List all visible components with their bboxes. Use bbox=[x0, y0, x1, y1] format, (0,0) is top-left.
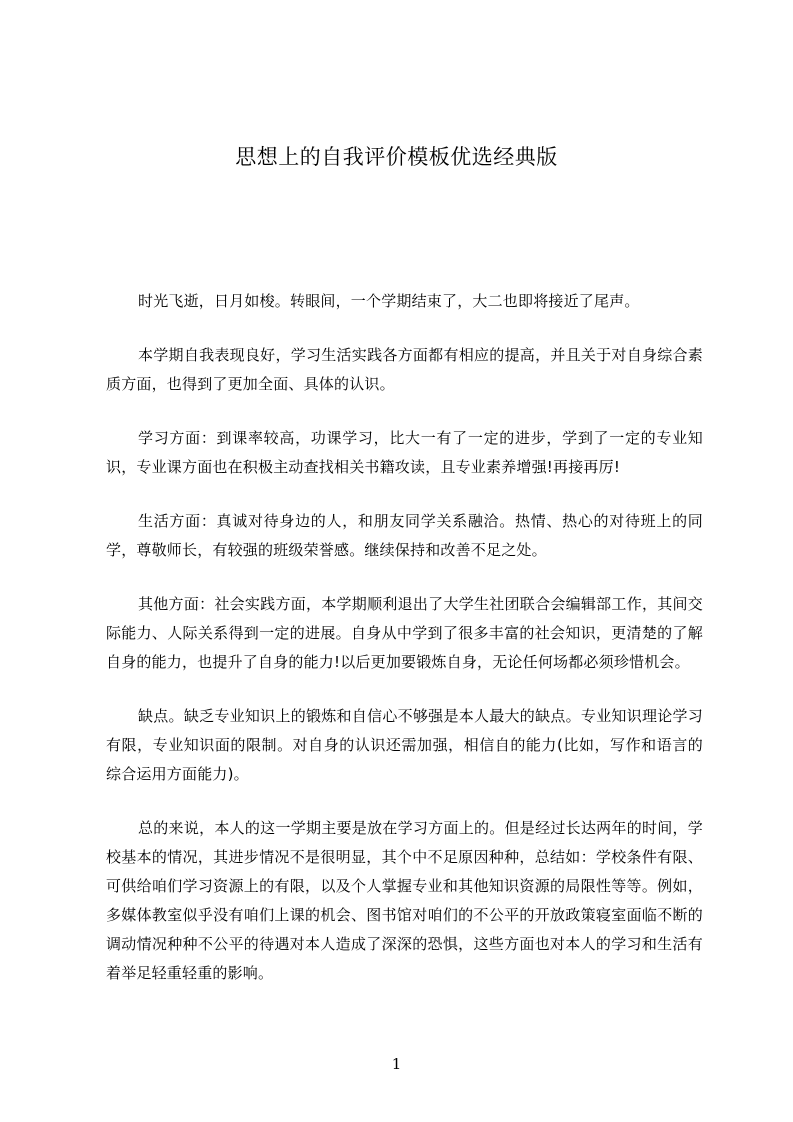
document-body bbox=[106, 287, 703, 1013]
paragraph-shortcomings: 缺点。缺乏专业知识上的锻炼和自信心不够强是本人最大的缺点。专业知识理论学习有限，专业知识面的限制。对自身的认识还需加强，相信自的能力(比如，写作和语言的综合运用方面能力)。 bbox=[106, 707, 703, 783]
paragraph-intro: 时光飞逝，日月如梭。转眼间，一个学期结束了，大二也即将接近了尾声。 bbox=[138, 292, 640, 310]
paragraph-study: 学习方面：到课率较高，功课学习，比大一有了一定的进步，学到了一定的专业知识，专业课方面也在积极主动查找相关书籍攻读，且专业素养增强!再接再厉! bbox=[106, 429, 703, 476]
paragraph-overall-performance: 本学期自我表现良好，学习生活实践各方面都有相应的提高，并且关于对自身综合素质方面，也得到了更加全面、具体的认识。 bbox=[106, 346, 703, 393]
document-title: 思想上的自我评价模板优选经典版 bbox=[235, 145, 558, 169]
page-number: 1 bbox=[391, 1055, 402, 1073]
paragraph-life: 生活方面：真诚对待身边的人，和朋友同学关系融洽。热情、热心的对待班上的同学，尊敬师长，有较强的班级荣誉感。继续保持和改善不足之处。 bbox=[106, 512, 703, 559]
paragraph-other: 其他方面：社会实践方面，本学期顺利退出了大学生社团联合会编辑部工作，其间交际能力、人际关系得到一定的进展。自身从中学到了很多丰富的社会知识，更清楚的了解自身的能力，也提升了自身的能力!以后更加要锻炼自身，无论任何场都必须珍惜机会。 bbox=[106, 595, 703, 671]
paragraph-summary: 总的来说，本人的这一学期主要是放在学习方面上的。但是经过长达两年的时间，学校基本的情况，其进步情况不是很明显，其个中不足原因种种，总结如：学校条件有限、可供给咱们学习资源上的有限，以及个人掌握专业和其他知识资源的局限性等等。例如，多媒体教室似乎没有咱们上课的机会、图书馆对咱们的不公平的开放政策寝室面临不断的调动情况种种不公平的待遇对本人造成了深深的恐惧，这些方面也对本人的学习和生活有着举足轻重轻重的影响。 bbox=[106, 819, 703, 982]
